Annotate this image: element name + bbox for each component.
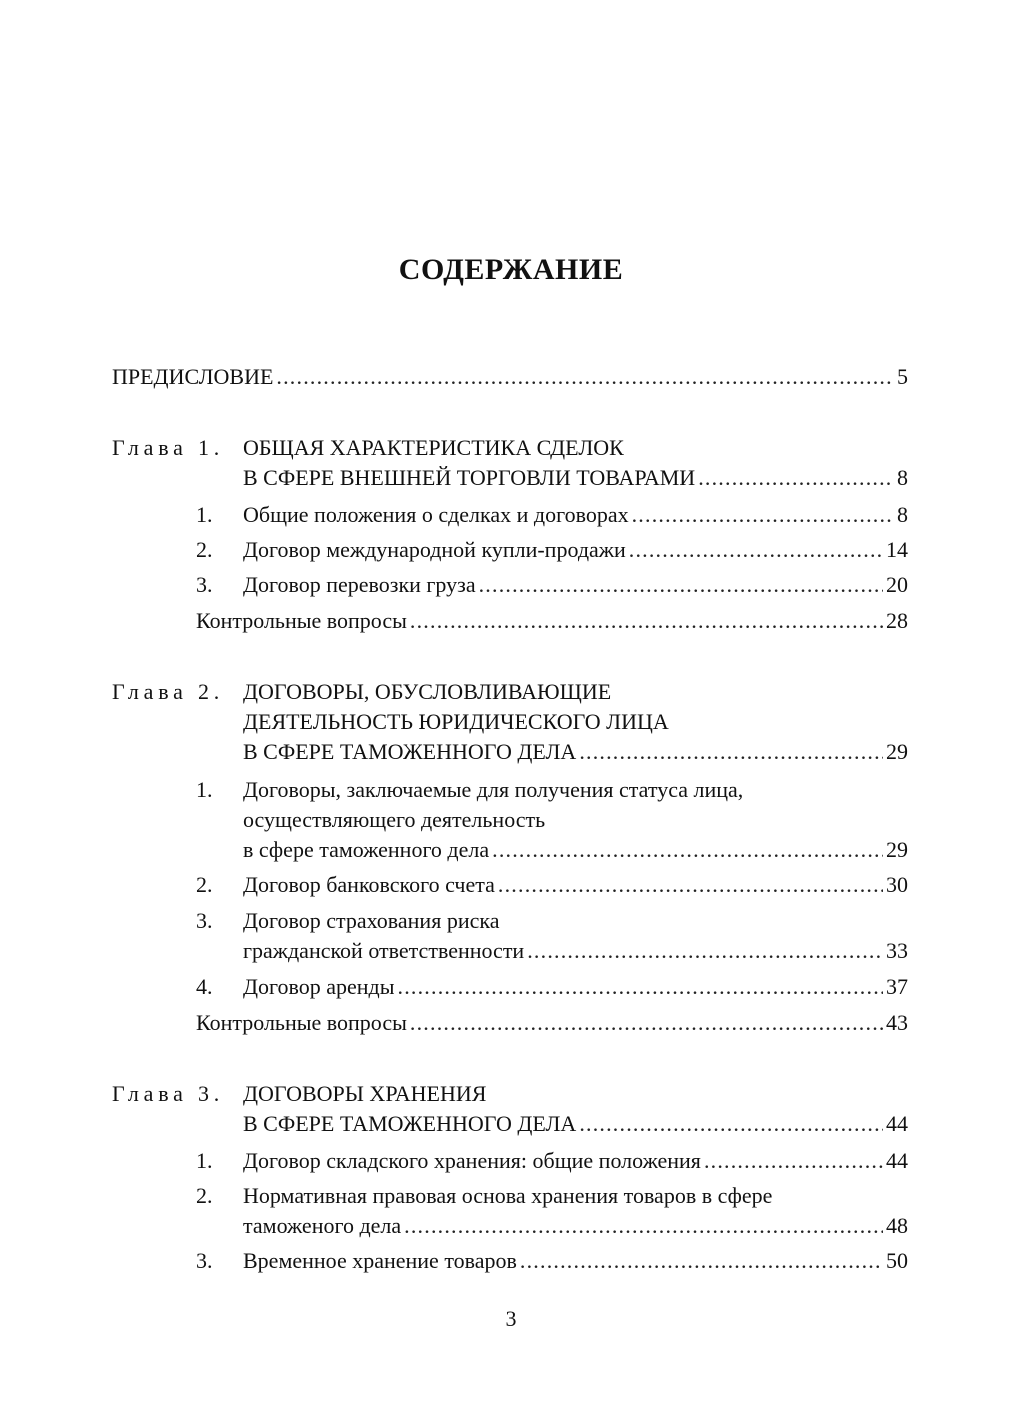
chapter-title-line: ДЕЯТЕЛЬНОСТЬ ЮРИДИЧЕСКОГО ЛИЦА [243, 709, 669, 734]
dot-leader [410, 1008, 883, 1038]
page-ref: 48 [886, 1213, 908, 1238]
section-number: 2. [196, 537, 213, 562]
entry-text: ПРЕДИСЛОВИЕ [112, 364, 274, 389]
toc-section [112, 500, 908, 530]
dot-leader [579, 737, 883, 767]
section-title: Общие положения о сделках и договорах [243, 502, 629, 527]
chapter-title-line: В СФЕРЕ ТАМОЖЕННОГО ДЕЛА [243, 1111, 577, 1136]
section-title: Нормативная правовая основа хранения товаров в сфере [243, 1183, 773, 1208]
chapter-label: Глава 2. [112, 679, 225, 704]
section-number: 3. [196, 572, 213, 597]
dot-leader [498, 870, 883, 900]
section-title: Договор международной купли-продажи [243, 537, 626, 562]
section-number: 3. [196, 908, 213, 933]
page-title: СОДЕРЖАНИЕ [398, 253, 624, 286]
dot-leader [398, 972, 884, 1002]
toc-section [112, 906, 908, 966]
section-number: 4. [196, 974, 213, 999]
section-title: Временное хранение товаров [243, 1248, 517, 1273]
page-ref: 44 [886, 1111, 908, 1136]
toc-questions [112, 1008, 908, 1038]
toc-section [112, 535, 908, 565]
section-title: Договор складского хранения: общие положения [243, 1148, 701, 1173]
toc-chapter-2 [112, 677, 908, 767]
chapter-title-line: ОБЩАЯ ХАРАКТЕРИСТИКА СДЕЛОК [243, 435, 624, 460]
section-number: 1. [196, 777, 213, 802]
toc-section [112, 1246, 908, 1276]
page-ref: 8 [897, 502, 908, 527]
toc-questions [112, 606, 908, 636]
toc-section [112, 972, 908, 1002]
section-title: Договор банковского счета [243, 872, 495, 897]
chapter-title-line: ДОГОВОРЫ, ОБУСЛОВЛИВАЮЩИЕ [243, 679, 612, 704]
page-ref: 43 [886, 1010, 908, 1035]
dot-leader [520, 1246, 883, 1276]
dot-leader [404, 1211, 883, 1241]
dot-leader [527, 936, 883, 966]
page-number: 3 [505, 1306, 517, 1331]
page-ref: 37 [886, 974, 908, 999]
page-ref: 44 [886, 1148, 908, 1173]
section-title: Договор аренды [243, 974, 395, 999]
section-title: Договоры, заключаемые для получения статуса лица, [243, 777, 744, 802]
dot-leader [479, 570, 883, 600]
chapter-title-line: В СФЕРЕ ТАМОЖЕННОГО ДЕЛА [243, 739, 577, 764]
section-number: 2. [196, 872, 213, 897]
section-title: Договор страхования риска [243, 908, 500, 933]
dot-leader [632, 500, 894, 530]
dot-leader [629, 535, 883, 565]
dot-leader [698, 463, 894, 493]
section-number: 3. [196, 1248, 213, 1273]
toc-chapter-1 [112, 433, 908, 493]
section-title: Договор перевозки груза [243, 572, 476, 597]
page-ref: 8 [897, 465, 908, 490]
section-title: в сфере таможенного дела [243, 837, 490, 862]
section-number: 2. [196, 1183, 213, 1208]
section-number: 1. [196, 502, 213, 527]
section-title: осуществляющего деятельность [243, 807, 546, 832]
section-title: гражданской ответственности [243, 938, 525, 963]
chapter-title-line: В СФЕРЕ ВНЕШНЕЙ ТОРГОВЛИ ТОВАРАМИ [243, 465, 696, 490]
page-ref: 14 [886, 537, 908, 562]
page-ref: 29 [886, 739, 908, 764]
toc-chapter-3 [112, 1079, 908, 1139]
toc-section [112, 870, 908, 900]
chapter-label: Глава 3. [112, 1081, 225, 1106]
toc-entry-preface [112, 362, 908, 392]
page-ref: 33 [886, 938, 908, 963]
toc-section [112, 775, 908, 865]
section-title: таможеного дела [243, 1213, 402, 1238]
page-ref: 28 [886, 608, 908, 633]
page-ref: 20 [886, 572, 908, 597]
toc-section [112, 1146, 908, 1176]
questions-text: Контрольные вопросы [196, 1010, 407, 1035]
section-number: 1. [196, 1148, 213, 1173]
page-ref: 29 [886, 837, 908, 862]
page-ref: 5 [897, 364, 908, 389]
dot-leader [492, 835, 883, 865]
dot-leader [704, 1146, 883, 1176]
dot-leader [276, 362, 894, 392]
dot-leader [410, 606, 883, 636]
chapter-title-line: ДОГОВОРЫ ХРАНЕНИЯ [243, 1081, 487, 1106]
page-ref: 30 [886, 872, 908, 897]
questions-text: Контрольные вопросы [196, 608, 407, 633]
toc-section [112, 570, 908, 600]
dot-leader [579, 1109, 883, 1139]
page-ref: 50 [886, 1248, 908, 1273]
toc-section [112, 1181, 908, 1241]
chapter-label: Глава 1. [112, 435, 225, 460]
